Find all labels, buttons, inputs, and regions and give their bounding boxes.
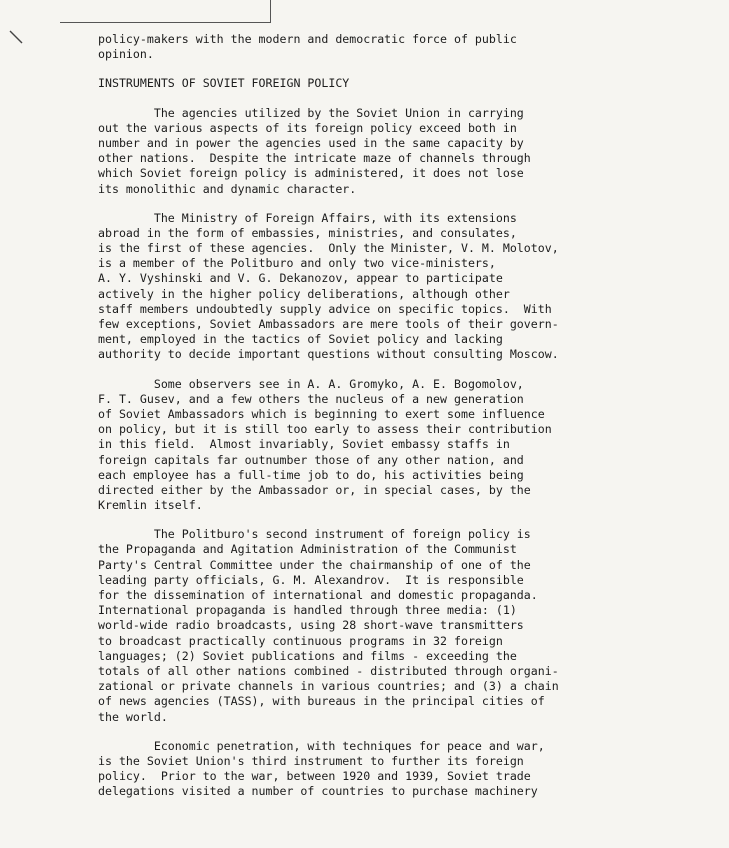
text-line: abroad in the form of embassies, ministries, and consulates, [98,225,517,240]
text-line: out the various aspects of its foreign policy exceed both in [98,120,517,135]
text-line: is the Soviet Union's third instrument to further its foreign [98,753,524,768]
scan-edge-mark [60,0,271,23]
text-line: A. Y. Vyshinski and V. G. Dekanozov, appear to participate [98,271,503,286]
text-line: on policy, but it is still too early to assess their contribution [98,422,552,437]
text-line: Kremlin itself. [98,498,203,513]
text-line: in this field. Almost invariably, Soviet embassy staffs in [98,437,510,452]
text-line: each employee has a full-time job to do, his activities being [98,467,524,482]
text-line: which Soviet foreign policy is administered, it does not lose [98,166,524,181]
text-line: Party's Central Committee under the chairmanship of one of the [98,557,531,572]
text-line: world-wide radio broadcasts, using 28 short-wave transmitters [98,618,524,633]
text-line: policy. Prior to the war, between 1920 and 1939, Soviet trade [98,769,531,784]
text-line: Some observers see in A. A. Gromyko, A. E. Bogomolov, [98,376,524,391]
text-line: foreign capitals far outnumber those of any other nation, and [98,452,524,467]
text-line: authority to decide important questions without consulting Moscow. [98,347,559,362]
text-line: leading party officials, G. M. Alexandrov. It is responsible [98,572,524,587]
text-line: for the dissemination of international and domestic propaganda. [98,588,538,602]
text-line: The agencies utilized by the Soviet Union in carrying [98,105,524,120]
text-line: zational or private channels in various countries; and (3) a chain [98,679,559,694]
scan-corner-tick-icon [8,28,26,46]
paragraph-propaganda [98,527,598,724]
text-line: The Ministry of Foreign Affairs, with its extensions [98,210,517,225]
text-line: other nations. Despite the intricate maze of channels through [98,151,531,166]
text-line: is a member of the Politburo and only two vice-ministers, [98,256,496,271]
text-line: actively in the higher policy deliberations, although other [98,286,510,301]
text-line: of Soviet Ambassadors which is beginning to exert some influence [98,406,545,421]
text-line: number and in power the agencies used in the same capacity by [98,135,524,150]
text-line: of news agencies (TASS), with bureaus in the principal cities of [98,694,545,709]
text-line: The Politburo's second instrument of foreign policy is [98,527,531,542]
paragraph-agencies [98,106,598,197]
text-line: delegations visited a number of countries to purchase machinery [98,784,538,799]
text-line: staff members undoubtedly supply advice on specific topics. With [98,301,552,316]
text-line: the world. [98,709,168,724]
text-line: languages; (2) Soviet publications and films - exceeding the [98,648,517,663]
text-line: its monolithic and dynamic character. [98,181,357,196]
text-line: the Propaganda and Agitation Administration of the Communist [98,542,517,557]
paragraph-economic [98,739,598,800]
text-line: to broadcast practically continuous programs in 32 foreign [98,633,503,648]
document-page [98,32,598,799]
text-line: F. T. Gusev, and a few others the nucleus of a new generation [98,391,524,406]
intro-paragraph [98,32,598,62]
text-line: totals of all other nations combined - distributed through organi- [98,663,559,678]
text-line: ment, employed in the tactics of Soviet policy and lacking [98,332,503,347]
text-line: International propaganda is handled through three media: (1) [98,603,517,618]
text-line: opinion. [98,47,154,62]
paragraph-ministry [98,211,598,363]
section-heading: INSTRUMENTS OF SOVIET FOREIGN POLICY [98,76,350,91]
text-line: policy-makers with the modern and democratic force of public [98,32,517,46]
paragraph-ambassadors [98,377,598,514]
text-line: is the first of these agencies. Only the Minister, V. M. Molotov, [98,241,559,256]
text-line: Economic penetration, with techniques for peace and war, [98,738,545,753]
text-line: directed either by the Ambassador or, in special cases, by the [98,482,531,497]
text-line: few exceptions, Soviet Ambassadors are mere tools of their govern- [98,317,559,331]
